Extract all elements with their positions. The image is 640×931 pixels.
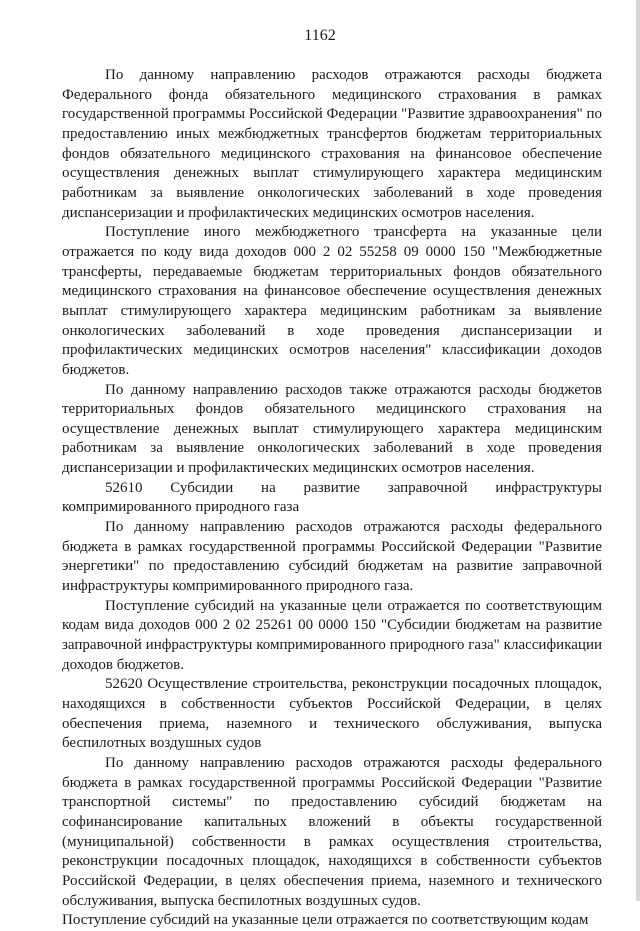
heading-52610: 52610 Субсидии на развитие заправочной инфраструктуры компримированного природного газа — [62, 479, 602, 516]
paragraph-territorial-funds-expenses: По данному направлению расходов также отражаются расходы бюджетов территориальных фондов обязательного медицинского страхования на осуществление денежных выплат стимулирующего характера медицинским работникам за выявление онкологических заболеваний в ходе проведения диспансеризации и профилактических медицинских осмотров населения. — [62, 381, 602, 477]
paragraph-landing-pads-expenses: По данному направлению расходов отражаются расходы федерального бюджета в рамках государственной программы Российской Федерации "Развитие транспортной системы" по предоставлению субсидий бюджетам на софинансирование капитальных вложений в объекты государственной (муниципальной) собственности в рамках осуществления строительства, реконструкции посадочных площадок, находящихся в собственности субъектов Российской Федерации, в целях обеспечения приема, наземного и технического обслуживания, выпуска беспилотных воздушных судов. — [62, 754, 602, 909]
heading-52620: 52620 Осуществление строительства, реконструкции посадочных площадок, находящихся в собственности субъектов Российской Федерации, в целях обеспечения приема, наземного и технического обслуживания, выпуска беспилотных воздушных судов — [62, 676, 602, 752]
paragraph-transfer-income-code: Поступление иного межбюджетного трансферта на указанные цели отражается по коду вида доходов 000 2 02 55258 09 0000 150 "Межбюджетные трансферты, передаваемые бюджетам территориальных фондов обязательного медицинского страхования на финансовое обеспечение осуществления денежных выплат стимулирующего характера медицинским работникам за выявление онкологических заболеваний в ходе проведения диспансеризации и профилактических медицинских осмотров населения" классификации доходов бюджетов. — [62, 224, 602, 378]
page-number: 1162 — [304, 27, 336, 44]
paragraph-health-insurance-transfers: По данному направлению расходов отражаются расходы бюджета Федерального фонда обязательного медицинского страхования в рамках государственной программы Российской Федерации "Развитие здравоохранения" по предоставлению иных межбюджетных трансфертов бюджетам территориальных фондов обязательного медицинского страхования на финансовое обеспечение осуществления денежных выплат стимулирующего характера медицинским работникам за выявление онкологических заболеваний в ходе проведения диспансеризации и профилактических медицинских осмотров населения. — [62, 67, 602, 221]
document-body — [62, 66, 602, 931]
paragraph-subsidy-income-continued: Поступление субсидий на указанные цели отражается по соответствующим кодам — [62, 912, 589, 929]
paragraph-gas-subsidy-income-code: Поступление субсидий на указанные цели отражается по соответствующим кодам вида доходов 000 2 02 25261 00 0000 150 "Субсидии бюджетам на развитие заправочной инфраструктуры компримированного природного газа" классификации доходов бюджетов. — [62, 597, 602, 673]
paragraph-gas-infrastructure-expenses: По данному направлению расходов отражаются расходы федерального бюджета в рамках государственной программы Российской Федерации "Развитие энергетики" по предоставлению субсидий бюджетам на развитие заправочной инфраструктуры компримированного природного газа. — [62, 519, 602, 595]
